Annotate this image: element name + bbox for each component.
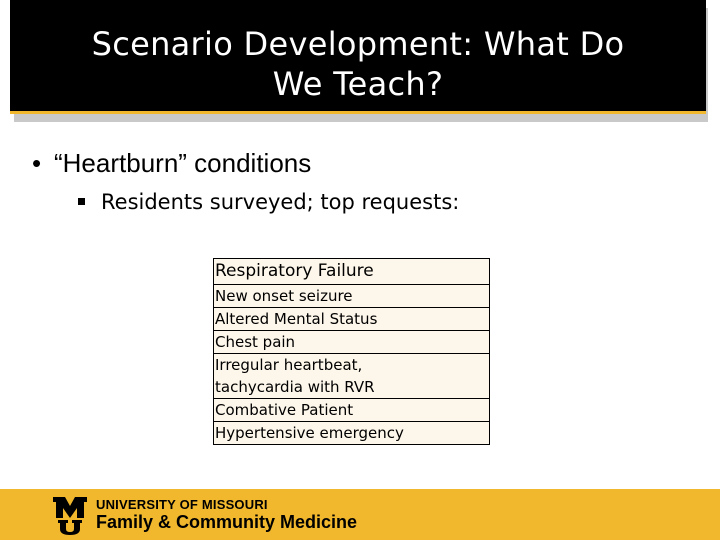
slide-title bbox=[10, 24, 706, 104]
table-row bbox=[214, 399, 490, 422]
square-bullet-icon bbox=[78, 198, 85, 205]
slide-title-line-1: Scenario Development: What Do bbox=[91, 25, 625, 63]
table-row bbox=[214, 259, 490, 285]
table-row bbox=[214, 308, 490, 331]
table-row bbox=[214, 422, 490, 445]
request-cell bbox=[214, 354, 490, 399]
footer-department: Family & Community Medicine bbox=[96, 512, 358, 532]
request-cell: Altered Mental Status bbox=[214, 308, 490, 331]
table-row bbox=[214, 285, 490, 308]
request-cell-line-2: tachycardia with RVR bbox=[215, 378, 375, 396]
requests-table bbox=[213, 258, 490, 445]
slide-title-line-2: We Teach? bbox=[272, 65, 444, 103]
bullet-heartburn-text: “Heartburn” conditions bbox=[54, 148, 312, 178]
bullet-residents bbox=[78, 190, 459, 214]
bullet-dot-icon: • bbox=[32, 148, 42, 178]
request-cell-line-1: Irregular heartbeat, bbox=[215, 356, 363, 374]
table-row bbox=[214, 331, 490, 354]
bullet-residents-text: Residents surveyed; top requests: bbox=[101, 190, 460, 214]
mizzou-mu-logo-icon bbox=[52, 496, 88, 536]
table-row bbox=[214, 354, 490, 399]
request-cell: Respiratory Failure bbox=[214, 259, 490, 285]
request-cell: Hypertensive emergency bbox=[214, 422, 490, 445]
request-cell: Chest pain bbox=[214, 331, 490, 354]
request-cell: Combative Patient bbox=[214, 399, 490, 422]
request-cell: New onset seizure bbox=[214, 285, 490, 308]
bullet-heartburn bbox=[32, 148, 311, 179]
footer-university: UNIVERSITY OF MISSOURI bbox=[96, 497, 268, 512]
